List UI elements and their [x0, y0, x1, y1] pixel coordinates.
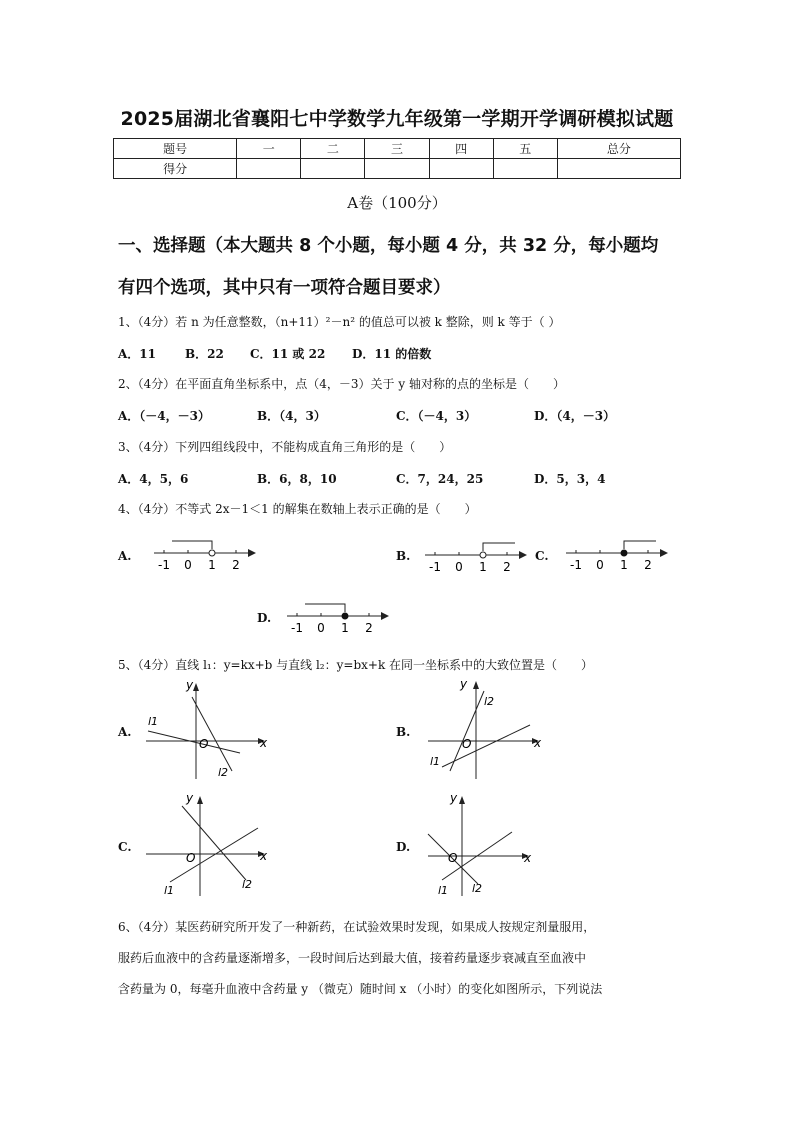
- line-label-l1: l1: [164, 884, 175, 897]
- q5-option-c-label[interactable]: C.: [118, 840, 132, 854]
- tick-label: -1: [291, 621, 303, 635]
- y-axis-label: y: [186, 678, 194, 692]
- score-cell[interactable]: [429, 159, 493, 179]
- score-header-row: [114, 139, 681, 159]
- score-header-cell: 二: [301, 139, 365, 159]
- q2-option-c[interactable]: C．（－4，3）: [396, 409, 477, 423]
- q1-option-b[interactable]: B．22: [185, 347, 224, 361]
- q1-option-c[interactable]: C．11 或 22: [250, 347, 326, 361]
- volume-heading: A卷（100分）: [347, 194, 447, 212]
- line-label-l2: l2: [484, 695, 495, 708]
- score-header-cell: 五: [493, 139, 557, 159]
- score-value-row: [114, 159, 681, 179]
- origin-label: O: [199, 737, 209, 751]
- tick-label: -1: [429, 560, 441, 574]
- x-axis-label: x: [524, 851, 532, 865]
- line-label-l2: l2: [242, 878, 253, 891]
- score-cell[interactable]: [365, 159, 429, 179]
- x-axis-label: x: [534, 736, 542, 750]
- tick-label: 2: [365, 621, 373, 635]
- question-6-line2: 服药后血液中的含药量逐渐增多，一段时间后达到最大值，接着药量逐步衰减直至血液中: [118, 951, 587, 965]
- q5-graph-d: [420, 788, 555, 900]
- q5-graph-b: [420, 675, 555, 785]
- origin-label: O: [462, 737, 472, 751]
- y-axis-label: y: [450, 791, 458, 805]
- score-header-cell: 一: [237, 139, 301, 159]
- tick-label: 1: [620, 558, 628, 572]
- q3-option-a[interactable]: A．4，5，6: [118, 472, 189, 486]
- q3-option-d[interactable]: D．5，3，4: [534, 472, 606, 486]
- tick-label: 1: [479, 560, 487, 574]
- question-1: 1、（4分）若 n 为任意整数，（n+11）²－n² 的值总可以被 k 整除，则 k 等于（ ）: [118, 315, 561, 329]
- tick-label: 0: [184, 558, 192, 572]
- q3-option-c[interactable]: C．7，24，25: [396, 472, 484, 486]
- origin-label: O: [448, 851, 458, 865]
- origin-label: O: [186, 851, 196, 865]
- q2-option-a[interactable]: A．（－4，－3）: [118, 409, 211, 423]
- line-label-l2: l2: [472, 882, 483, 895]
- q1-option-d[interactable]: D．11 的倍数: [352, 347, 432, 361]
- x-axis-label: x: [260, 736, 268, 750]
- score-header-cell: 三: [365, 139, 429, 159]
- tick-label: 2: [503, 560, 511, 574]
- x-axis-label: x: [260, 849, 268, 863]
- y-axis-label: y: [186, 791, 194, 805]
- score-cell[interactable]: [301, 159, 365, 179]
- q5-option-d-label[interactable]: D.: [396, 840, 411, 854]
- q4-option-c-label[interactable]: C.: [535, 549, 549, 563]
- tick-label: 2: [644, 558, 652, 572]
- score-header-cell: 题号: [114, 139, 237, 159]
- q5-graph-c: [140, 788, 275, 900]
- tick-label: 1: [341, 621, 349, 635]
- q4-option-d-label[interactable]: D.: [257, 611, 272, 625]
- tick-label: 0: [596, 558, 604, 572]
- exam-title: 2025届湖北省襄阳七中学数学九年级第一学期开学调研模拟试题: [120, 108, 674, 130]
- q4-option-b-label[interactable]: B.: [396, 549, 411, 563]
- q4-option-a-label[interactable]: A.: [118, 549, 132, 563]
- line-label-l2: l2: [218, 766, 229, 779]
- line-label-l1: l1: [438, 884, 449, 897]
- line-label-l1: l1: [148, 715, 159, 728]
- section-heading-line1: 一、选择题（本大题共 8 个小题，每小题 4 分，共 32 分，每小题均: [118, 236, 659, 256]
- question-2: 2、（4分）在平面直角坐标系中，点（4，－3）关于 y 轴对称的点的坐标是（ ）: [118, 377, 565, 391]
- q3-option-b[interactable]: B．6，8，10: [257, 472, 337, 486]
- y-axis-label: y: [460, 677, 468, 691]
- q4-number-line-a: [150, 537, 260, 573]
- q2-option-d[interactable]: D．（4，－3）: [534, 409, 616, 423]
- tick-label: 1: [208, 558, 216, 572]
- score-row-label: 得分: [114, 159, 237, 179]
- q5-option-b-label[interactable]: B.: [396, 725, 411, 739]
- q4-number-line-b: [421, 539, 531, 575]
- q4-number-line-d: [283, 600, 393, 636]
- tick-label: 0: [455, 560, 463, 574]
- question-6-line1: 6、（4分）某医药研究所开发了一种新药，在试验效果时发现，如果成人按规定剂量服用，: [118, 920, 596, 934]
- question-5: 5、（4分）直线 l₁：y=kx+b 与直线 l₂：y=bx+k 在同一坐标系中的大致位置是（ ）: [118, 658, 594, 672]
- question-3: 3、（4分）下列四组线段中，不能构成直角三角形的是（ ）: [118, 440, 452, 454]
- q5-option-a-label[interactable]: A.: [118, 725, 132, 739]
- line-label-l1: l1: [430, 755, 441, 768]
- q1-option-a[interactable]: A．11: [118, 347, 157, 361]
- score-header-cell: 四: [429, 139, 493, 159]
- section-heading-line2: 有四个选项，其中只有一项符合题目要求）: [118, 278, 451, 298]
- q4-number-line-c: [562, 537, 672, 573]
- q5-graph-a: [140, 675, 275, 785]
- tick-label: -1: [158, 558, 170, 572]
- question-6-line3: 含药量为 0，每毫升血液中含药量 y （微克）随时间 x （小时）的变化如图所示，下列说法: [118, 982, 603, 996]
- tick-label: 2: [232, 558, 240, 572]
- question-4: 4、（4分）不等式 2x－1＜1 的解集在数轴上表示正确的是（ ）: [118, 502, 477, 516]
- score-header-cell: 总分: [557, 139, 680, 159]
- score-cell[interactable]: [237, 159, 301, 179]
- score-cell[interactable]: [493, 159, 557, 179]
- tick-label: 0: [317, 621, 325, 635]
- tick-label: -1: [570, 558, 582, 572]
- score-table: [113, 138, 681, 179]
- score-cell[interactable]: [557, 159, 680, 179]
- q2-option-b[interactable]: B．（4，3）: [257, 409, 326, 423]
